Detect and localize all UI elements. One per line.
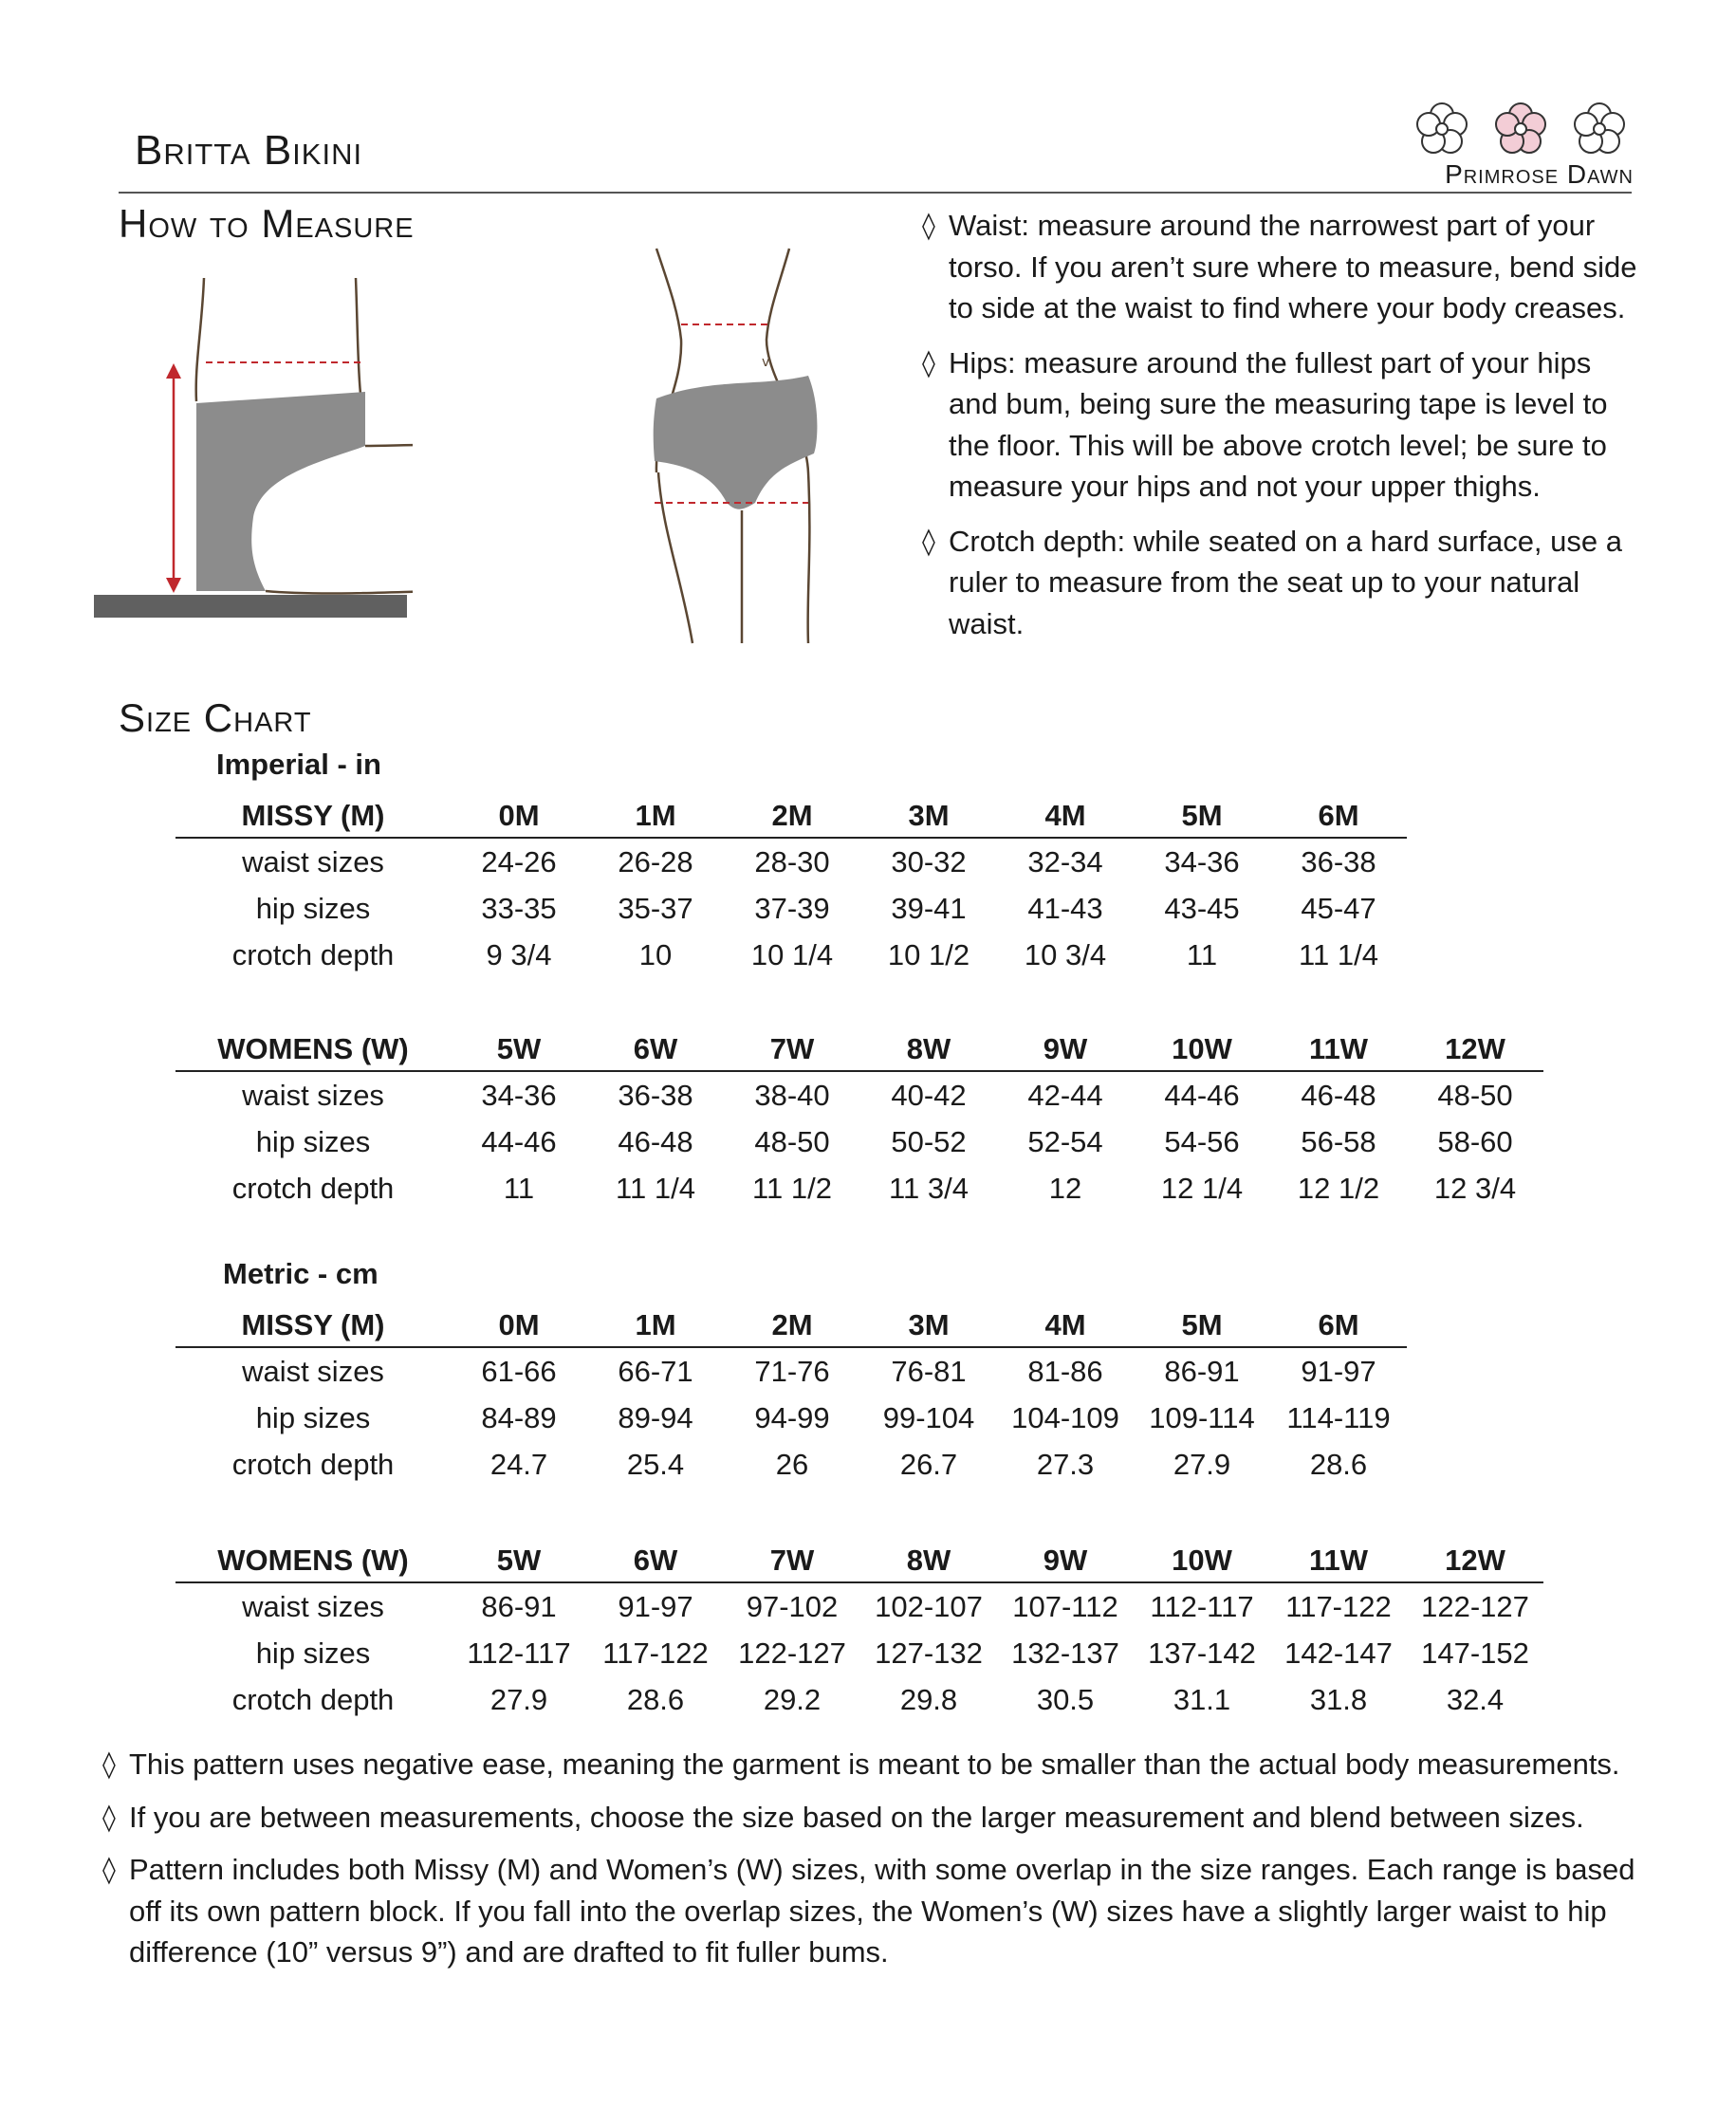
hips-text: measure around the fullest part of your hips and bum, being sure the measuring tape is level to the floor. This will be above crotch level; be sure to measure your hips and not your upper thighs. [949,345,1608,503]
note-item [102,1849,1658,1973]
table-cell: 31.8 [1309,1682,1368,1716]
side-view-measure-illustration [90,270,413,621]
measure-instructions [922,205,1643,657]
size-column-header: 7W [724,1017,860,1071]
imperial-missy-table [175,784,1407,978]
table-cell: 61-66 [481,1354,557,1388]
table-cell: 36-38 [1301,844,1376,878]
note-item [102,1797,1658,1839]
size-column-header: 2M [724,784,860,838]
row-label: crotch depth [231,937,395,971]
note-text: If you are between measurements, choose the size based on the larger measurement and blend between sizes. [129,1800,1584,1834]
table-cell: 10 [638,937,673,971]
table-cell: 12 3/4 [1433,1171,1517,1205]
table-cell: 142-147 [1284,1636,1393,1670]
crotch-depth-label: Crotch depth: [949,524,1126,558]
table-cell: 122-127 [738,1636,846,1670]
row-label: crotch depth [231,1682,395,1716]
size-group-header: WOMENS (W) [175,1017,451,1071]
table-cell: 86-91 [481,1589,557,1623]
table-cell: 31.1 [1173,1682,1231,1716]
size-column-header: 12W [1407,1528,1543,1582]
table-cell: 122-127 [1421,1589,1529,1623]
table-cell: 11 1/4 [1299,937,1378,971]
table-cell: 91-97 [1301,1354,1376,1388]
table-cell: 48-50 [1437,1078,1513,1112]
imperial-womens-table [175,1017,1543,1211]
size-column-header: 9W [997,1017,1134,1071]
table-cell: 38-40 [754,1078,830,1112]
size-column-header: 3M [860,784,997,838]
table-cell: 41-43 [1027,891,1103,925]
flower-logo-icon [1402,99,1639,159]
size-chart-heading: Size Chart [119,695,312,740]
table-cell: 36-38 [618,1078,693,1112]
table-cell: 137-142 [1148,1636,1256,1670]
table-cell: 10 3/4 [1024,937,1107,971]
svg-text:v: v [762,355,770,370]
table-cell: 66-71 [618,1354,693,1388]
note-text: This pattern uses negative ease, meaning the garment is meant to be smaller than the actual body measurements. [129,1747,1620,1781]
size-column-header: 6M [1270,1293,1407,1347]
table-cell: 52-54 [1027,1124,1103,1158]
size-column-header: 5W [451,1528,587,1582]
row-label: hip sizes [255,1636,371,1670]
table-cell: 25.4 [626,1447,685,1481]
metric-womens-table [175,1528,1543,1723]
document-title: Britta Bikini [135,127,363,174]
size-column-header: 5W [451,1017,587,1071]
table-cell: 147-152 [1421,1636,1529,1670]
hips-label: Hips: [949,345,1016,379]
pattern-notes [102,1744,1658,1985]
table-cell: 132-137 [1011,1636,1119,1670]
size-column-header: 4M [997,784,1134,838]
size-column-header: 5M [1134,1293,1270,1347]
table-cell: 34-36 [1164,844,1240,878]
table-cell: 11 [1186,937,1218,971]
row-label: waist sizes [242,844,384,878]
size-column-header: 7W [724,1528,860,1582]
row-label: waist sizes [242,1078,384,1112]
size-column-header: 2M [724,1293,860,1347]
table-cell: 12 1/4 [1160,1171,1244,1205]
table-cell: 35-37 [618,891,693,925]
table-cell: 33-35 [481,891,557,925]
size-column-header: 3M [860,1293,997,1347]
table-cell: 27.9 [489,1682,548,1716]
table-row [175,1630,1543,1676]
diamond-bullet-icon: ◊ [102,1801,116,1833]
table-cell: 28.6 [626,1682,685,1716]
waist-text: measure around the narrowest part of your torso. If you aren’t sure where to measure, bend side to side at the waist to find where your body creases. [949,209,1637,324]
table-cell: 94-99 [754,1400,830,1434]
note-item [102,1744,1658,1785]
table-cell: 26 [775,1447,809,1481]
table-cell: 48-50 [754,1124,830,1158]
table-cell: 11 3/4 [889,1171,969,1205]
crotch-depth-text: while seated on a hard surface, use a ruler to measure from the seat up to your natural waist. [949,524,1622,640]
table-cell: 107-112 [1012,1589,1118,1623]
diamond-bullet-icon: ◊ [922,346,935,379]
size-column-header: 6W [587,1017,724,1071]
table-cell: 26-28 [618,844,693,878]
waist-label: Waist: [949,209,1029,242]
size-column-header: 8W [860,1017,997,1071]
diamond-bullet-icon: ◊ [922,210,935,241]
table-cell: 102-107 [875,1589,983,1623]
table-cell: 29.8 [899,1682,958,1716]
size-column-header: 8W [860,1528,997,1582]
table-cell: 11 1/4 [616,1171,695,1205]
table-cell: 24-26 [481,844,557,878]
table-cell: 26.7 [899,1447,958,1481]
size-column-header: 10W [1134,1017,1270,1071]
size-column-header: 6W [587,1528,724,1582]
table-cell: 112-117 [467,1636,571,1670]
row-label: hip sizes [255,1400,371,1434]
table-cell: 117-122 [602,1636,709,1670]
table-cell: 54-56 [1164,1124,1240,1158]
table-row [175,1395,1407,1441]
diamond-bullet-icon: ◊ [102,1748,116,1780]
waist-instruction [922,205,1643,329]
size-column-header: 6M [1270,784,1407,838]
table-cell: 30-32 [891,844,967,878]
row-label: hip sizes [255,1124,371,1158]
table-cell: 99-104 [882,1400,975,1434]
table-row [175,932,1407,978]
how-to-measure-heading: How to Measure [119,201,415,246]
diamond-bullet-icon: ◊ [922,525,935,557]
table-cell: 56-58 [1301,1124,1376,1158]
table-row [175,1071,1543,1119]
table-cell: 24.7 [489,1447,548,1481]
size-group-header: MISSY (M) [175,1293,451,1347]
table-row [175,1119,1543,1165]
table-cell: 71-76 [754,1354,830,1388]
table-cell: 104-109 [1011,1400,1119,1434]
table-cell: 76-81 [891,1354,967,1388]
row-label: hip sizes [255,891,371,925]
table-cell: 45-47 [1301,891,1376,925]
table-cell: 97-102 [746,1589,839,1623]
row-label: crotch depth [231,1171,395,1205]
size-column-header: 5M [1134,784,1270,838]
size-group-header: WOMENS (W) [175,1528,451,1582]
table-cell: 81-86 [1027,1354,1103,1388]
table-cell: 39-41 [891,891,967,925]
table-cell: 46-48 [618,1124,693,1158]
table-cell: 44-46 [481,1124,557,1158]
metric-label: Metric - cm [223,1257,379,1290]
table-cell: 32.4 [1446,1682,1505,1716]
table-cell: 58-60 [1437,1124,1513,1158]
table-cell: 29.2 [763,1682,822,1716]
table-cell: 10 1/2 [887,937,970,971]
table-cell: 50-52 [891,1124,967,1158]
size-column-header: 11W [1270,1017,1407,1071]
diamond-bullet-icon: ◊ [102,1854,116,1885]
hips-instruction [922,342,1643,508]
table-cell: 114-119 [1286,1400,1391,1434]
table-cell: 27.9 [1173,1447,1231,1481]
table-cell: 11 [503,1171,535,1205]
size-column-header: 11W [1270,1528,1407,1582]
table-cell: 46-48 [1301,1078,1376,1112]
row-label: crotch depth [231,1447,395,1481]
table-cell: 30.5 [1036,1682,1095,1716]
size-group-header: MISSY (M) [175,784,451,838]
table-cell: 84-89 [481,1400,557,1434]
table-row [175,1582,1543,1630]
size-column-header: 0M [451,784,587,838]
table-cell: 34-36 [481,1078,557,1112]
size-column-header: 1M [587,1293,724,1347]
table-cell: 28.6 [1309,1447,1368,1481]
size-column-header: 9W [997,1528,1134,1582]
table-cell: 12 [1048,1171,1082,1205]
front-view-measure-illustration [569,245,882,645]
size-column-header: 12W [1407,1017,1543,1071]
table-row [175,1347,1407,1395]
size-column-header: 0M [451,1293,587,1347]
table-cell: 44-46 [1164,1078,1240,1112]
table-cell: 127-132 [875,1636,983,1670]
table-row [175,838,1407,885]
table-cell: 28-30 [754,844,830,878]
table-cell: 40-42 [891,1078,967,1112]
crotch-depth-instruction [922,521,1643,645]
metric-missy-table [175,1293,1407,1488]
brand-name: Primrose Dawn [1445,159,1634,189]
table-cell: 12 1/2 [1297,1171,1380,1205]
table-cell: 11 1/2 [752,1171,832,1205]
table-cell: 37-39 [754,891,830,925]
size-column-header: 4M [997,1293,1134,1347]
imperial-label: Imperial - in [216,748,381,781]
table-cell: 32-34 [1027,844,1103,878]
row-label: waist sizes [242,1589,384,1623]
table-cell: 27.3 [1036,1447,1095,1481]
table-cell: 9 3/4 [486,937,552,971]
table-cell: 10 1/4 [750,937,834,971]
table-cell: 86-91 [1164,1354,1240,1388]
table-cell: 112-117 [1150,1589,1254,1623]
table-cell: 89-94 [618,1400,693,1434]
header-divider [119,192,1632,194]
table-row [175,1165,1543,1211]
table-row [175,1441,1407,1488]
table-row [175,1676,1543,1723]
table-cell: 43-45 [1164,891,1240,925]
size-column-header: 10W [1134,1528,1270,1582]
table-cell: 117-122 [1285,1589,1392,1623]
note-text: Pattern includes both Missy (M) and Women’s (W) sizes, with some overlap in the size ranges. Each range is based off its own pattern block. If you fall into the overlap sizes, the Women’s (W) sizes have a slightly larger waist to hip difference (10” versus 9”) and are drafted to fit fuller bums. [129,1853,1635,1969]
table-cell: 109-114 [1149,1400,1255,1434]
table-cell: 42-44 [1027,1078,1103,1112]
table-cell: 91-97 [618,1589,693,1623]
size-column-header: 1M [587,784,724,838]
row-label: waist sizes [242,1354,384,1388]
table-row [175,885,1407,932]
